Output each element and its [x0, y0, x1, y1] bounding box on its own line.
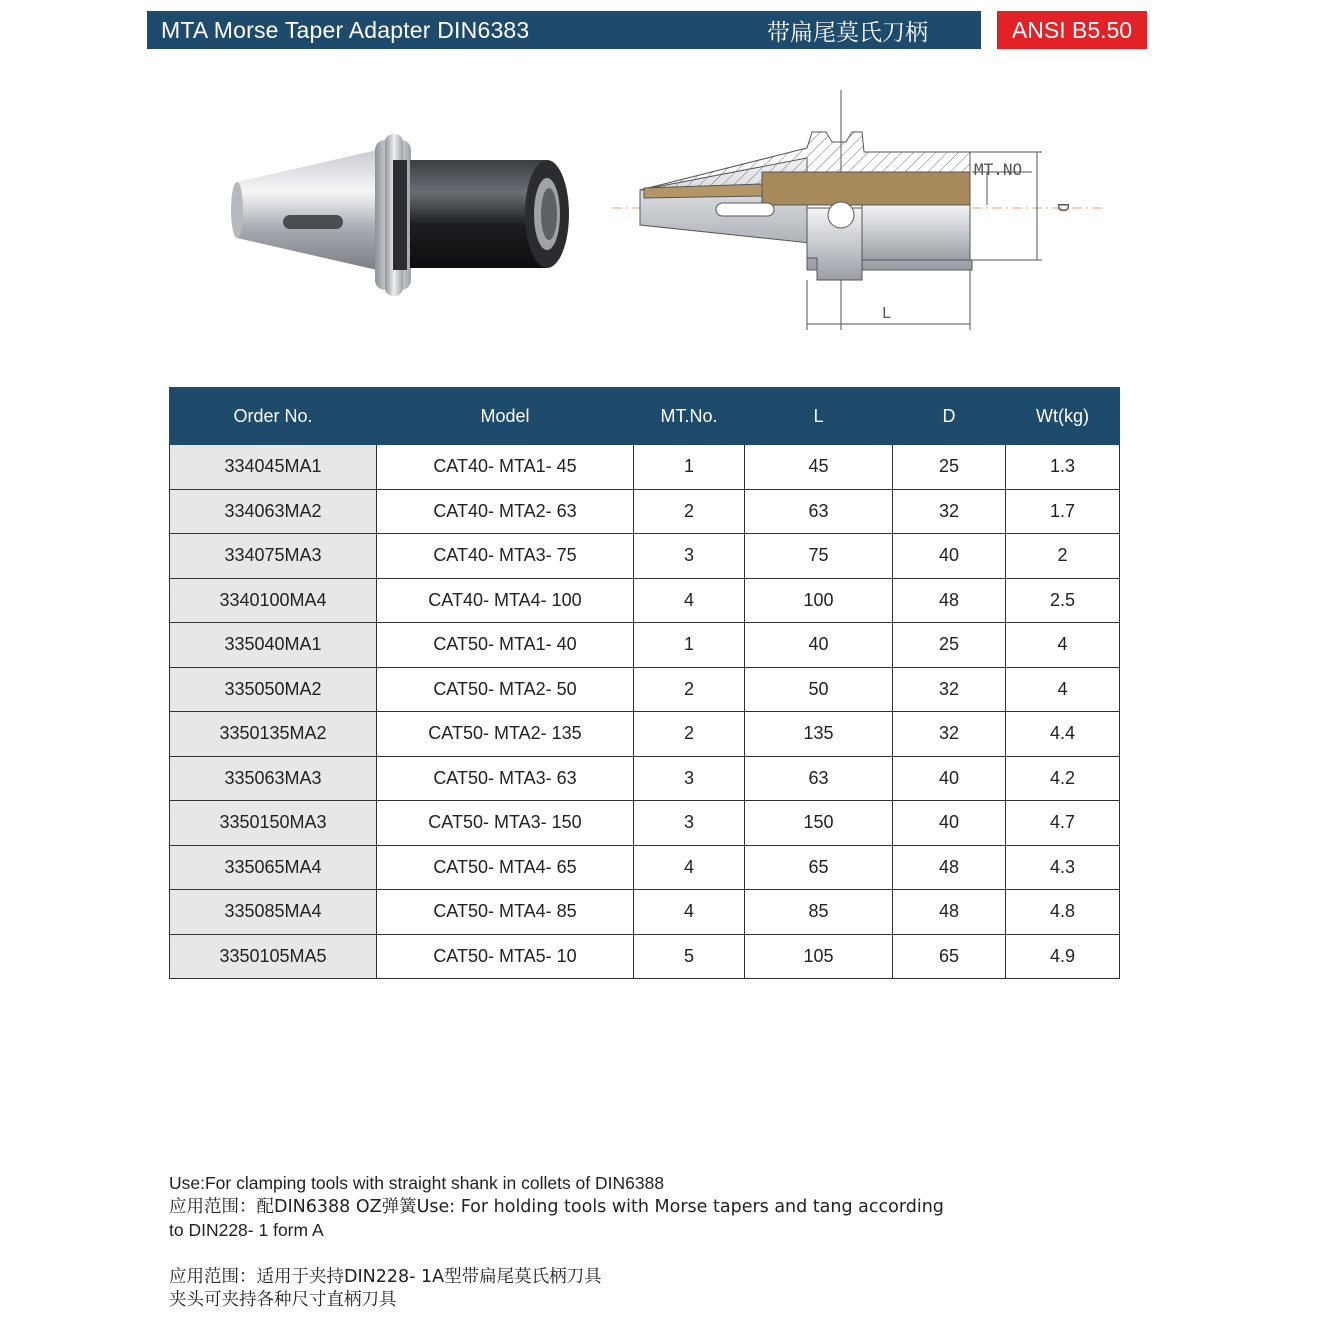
d-cell: 32: [893, 712, 1006, 757]
weight-cell: 4.8: [1006, 890, 1120, 935]
table-row: [170, 756, 1120, 801]
l-cell: 135: [745, 712, 893, 757]
mt-no-cell: 4: [634, 578, 745, 623]
table-row: [170, 845, 1120, 890]
note-line: 应用范围：适用于夹持DIN228- 1A型带扁尾莫氏柄刀具: [169, 1266, 602, 1287]
model-cell: CAT50- MTA1- 40: [377, 623, 634, 668]
weight-cell: 4.7: [1006, 801, 1120, 846]
l-cell: 50: [745, 667, 893, 712]
model-cell: CAT50- MTA4- 65: [377, 845, 634, 890]
order-no-cell: 335050MA2: [170, 667, 377, 712]
note-line: 应用范围：配DIN6388 OZ弹簧Use: For holding tools with Morse tapers and tang according: [169, 1196, 944, 1217]
note-line: to DIN228- 1 form A: [169, 1220, 324, 1240]
model-cell: CAT50- MTA4- 85: [377, 890, 634, 935]
l-cell: 45: [745, 445, 893, 490]
model-cell: CAT50- MTA2- 50: [377, 667, 634, 712]
d-cell: 32: [893, 667, 1006, 712]
table-row: [170, 445, 1120, 490]
l-cell: 63: [745, 489, 893, 534]
table-row: [170, 578, 1120, 623]
l-cell: 75: [745, 534, 893, 579]
note-line: Use:For clamping tools with straight shank in collets of DIN6388: [169, 1173, 665, 1193]
l-cell: 65: [745, 845, 893, 890]
table-row: [170, 890, 1120, 935]
usage-notes: [169, 1172, 989, 1313]
spec-table: [169, 387, 1120, 979]
drawing-label-d: D: [1054, 203, 1072, 213]
order-no-cell: 3350150MA3: [170, 801, 377, 846]
mt-no-cell: 3: [634, 756, 745, 801]
mt-no-cell: 4: [634, 890, 745, 935]
col-header-model: Model: [377, 388, 634, 445]
model-cell: CAT40- MTA4- 100: [377, 578, 634, 623]
weight-cell: 2: [1006, 534, 1120, 579]
col-header-order-no: Order No.: [170, 388, 377, 445]
model-cell: CAT40- MTA2- 63: [377, 489, 634, 534]
page-title: MTA Morse Taper Adapter DIN6383: [161, 16, 530, 43]
model-cell: CAT50- MTA3- 63: [377, 756, 634, 801]
table-header-row: [170, 388, 1120, 445]
drawing-label-l: L: [882, 304, 892, 322]
table-row: [170, 534, 1120, 579]
order-no-cell: 335040MA1: [170, 623, 377, 668]
header-bar: [147, 11, 981, 49]
d-cell: 65: [893, 934, 1006, 979]
order-no-cell: 3350135MA2: [170, 712, 377, 757]
mt-no-cell: 2: [634, 489, 745, 534]
weight-cell: 4.9: [1006, 934, 1120, 979]
l-cell: 105: [745, 934, 893, 979]
weight-cell: 4.4: [1006, 712, 1120, 757]
order-no-cell: 334045MA1: [170, 445, 377, 490]
weight-cell: 2.5: [1006, 578, 1120, 623]
mt-no-cell: 4: [634, 845, 745, 890]
model-cell: CAT50- MTA5- 10: [377, 934, 634, 979]
model-cell: CAT40- MTA1- 45: [377, 445, 634, 490]
d-cell: 25: [893, 445, 1006, 490]
l-cell: 40: [745, 623, 893, 668]
col-header-weight: Wt(kg): [1006, 388, 1120, 445]
table-row: [170, 667, 1120, 712]
table-row: [170, 623, 1120, 668]
order-no-cell: 334063MA2: [170, 489, 377, 534]
d-cell: 48: [893, 845, 1006, 890]
d-cell: 25: [893, 623, 1006, 668]
d-cell: 32: [893, 489, 1006, 534]
table-row: [170, 801, 1120, 846]
mt-no-cell: 3: [634, 801, 745, 846]
d-cell: 40: [893, 534, 1006, 579]
order-no-cell: 334075MA3: [170, 534, 377, 579]
d-cell: 48: [893, 578, 1006, 623]
weight-cell: 4.2: [1006, 756, 1120, 801]
l-cell: 85: [745, 890, 893, 935]
page-title-cn: 带扁尾莫氏刀柄: [767, 19, 928, 46]
product-photo: [225, 120, 585, 310]
order-no-cell: 335063MA3: [170, 756, 377, 801]
d-cell: 40: [893, 801, 1006, 846]
weight-cell: 1.7: [1006, 489, 1120, 534]
weight-cell: 4.3: [1006, 845, 1120, 890]
mt-no-cell: 1: [634, 445, 745, 490]
table-row: [170, 489, 1120, 534]
order-no-cell: 335065MA4: [170, 845, 377, 890]
l-cell: 63: [745, 756, 893, 801]
weight-cell: 4: [1006, 667, 1120, 712]
model-cell: CAT50- MTA3- 150: [377, 801, 634, 846]
mt-no-cell: 5: [634, 934, 745, 979]
d-cell: 40: [893, 756, 1006, 801]
table-row: [170, 712, 1120, 757]
col-header-d: D: [893, 388, 1006, 445]
mt-no-cell: 1: [634, 623, 745, 668]
weight-cell: 1.3: [1006, 445, 1120, 490]
mt-no-cell: 2: [634, 712, 745, 757]
technical-drawing: [612, 80, 1112, 360]
d-cell: 48: [893, 890, 1006, 935]
note-line: 夹头可夹持各种尺寸直柄刀具: [169, 1290, 397, 1310]
mt-no-cell: 3: [634, 534, 745, 579]
weight-cell: 4: [1006, 623, 1120, 668]
l-cell: 150: [745, 801, 893, 846]
col-header-mt-no: MT.No.: [634, 388, 745, 445]
drawing-label-mt: MT.NO: [974, 160, 1023, 179]
order-no-cell: 3350105MA5: [170, 934, 377, 979]
model-cell: CAT40- MTA3- 75: [377, 534, 634, 579]
model-cell: CAT50- MTA2- 135: [377, 712, 634, 757]
l-cell: 100: [745, 578, 893, 623]
order-no-cell: 3340100MA4: [170, 578, 377, 623]
mt-no-cell: 2: [634, 667, 745, 712]
col-header-l: L: [745, 388, 893, 445]
order-no-cell: 335085MA4: [170, 890, 377, 935]
table-row: [170, 934, 1120, 979]
standard-badge: ANSI B5.50: [997, 11, 1147, 49]
